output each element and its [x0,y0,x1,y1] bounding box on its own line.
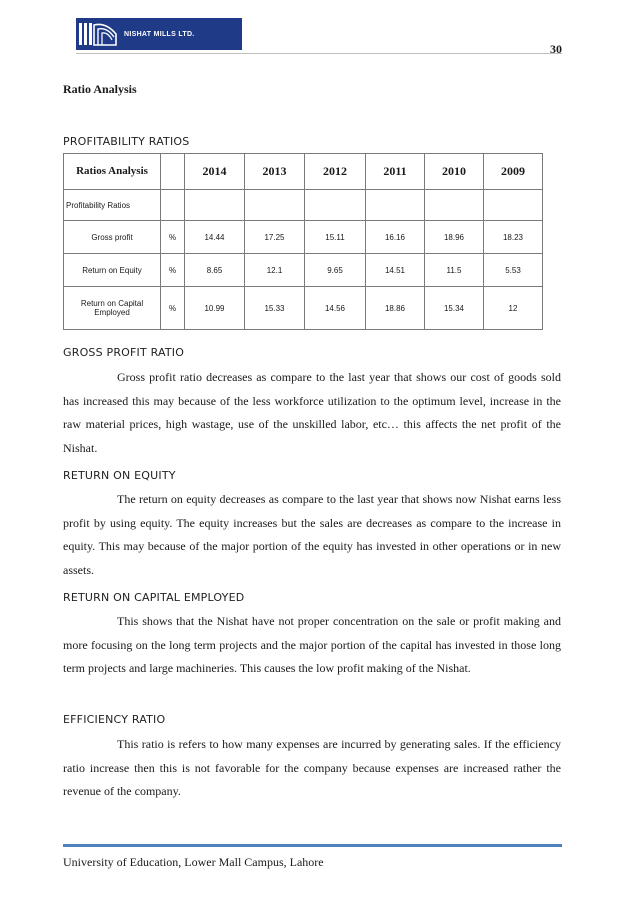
table-row [64,221,543,254]
row-unit: % [161,221,185,254]
section-heading-return-on-equity: RETURN ON EQUITY [63,469,176,482]
row-label: Return on Capital Employed [64,287,161,330]
table-header-year: 2014 [185,154,245,190]
table-cell: 14.51 [366,254,425,287]
table-header-year: 2011 [366,154,425,190]
section-heading-return-on-capital: RETURN ON CAPITAL EMPLOYED [63,591,245,604]
table-group-label: Profitability Ratios [64,190,161,221]
table-cell: 12.1 [245,254,305,287]
table-cell: 18.86 [366,287,425,330]
table-row [64,287,543,330]
table-cell: 18.23 [484,221,543,254]
header-divider [76,53,562,54]
table-cell: 12 [484,287,543,330]
profitability-heading: PROFITABILITY RATIOS [63,135,190,148]
table-cell: 14.56 [305,287,366,330]
table-group-row [64,190,543,221]
table-cell: 15.11 [305,221,366,254]
table-cell: 14.44 [185,221,245,254]
table-header-label: Ratios Analysis [64,154,161,190]
row-label: Return on Equity [64,254,161,287]
page-title: Ratio Analysis [63,82,137,96]
section-text-efficiency: This ratio is refers to how many expenses are incurred by generating sales. If the efficiency ratio increase then this is not favorable for the company because expenses are increased rather the revenue of the company. [63,737,561,798]
table-header-year: 2009 [484,154,543,190]
table-cell: 9.65 [305,254,366,287]
row-label: Gross profit [64,221,161,254]
table-row [64,254,543,287]
company-logo [76,18,242,50]
nishat-logo-icon [76,20,120,48]
logo-text: NISHAT MILLS LTD. [124,30,195,38]
page-number: 30 [550,42,562,56]
footer-divider [63,844,562,847]
section-text-return-on-capital: This shows that the Nishat have not proper concentration on the sale or profit making and more focusing on the long term projects and the major portion of the capital has invested in those long term projects and large machineries. This causes the low profit making of the Nishat. [63,614,561,675]
table-cell: 18.96 [425,221,484,254]
row-unit: % [161,254,185,287]
table-cell: 11.5 [425,254,484,287]
footer-text: University of Education, Lower Mall Campus, Lahore [63,855,324,869]
table-cell: 15.34 [425,287,484,330]
section-heading-efficiency: EFFICIENCY RATIO [63,713,166,726]
table-header-row [64,154,543,190]
table-header-year: 2012 [305,154,366,190]
table-cell: 17.25 [245,221,305,254]
section-text-return-on-equity: The return on equity decreases as compare to the last year that shows now Nishat earns less profit by using equity. The equity increases but the sales are decreases as compare to the increase in equity. This may because of the major portion of the equity has invested in other operations or in new assets. [63,492,561,577]
ratios-table [63,153,543,330]
table-header-year: 2010 [425,154,484,190]
table-cell: 16.16 [366,221,425,254]
table-header-unit [161,154,185,190]
table-header-year: 2013 [245,154,305,190]
table-cell: 15.33 [245,287,305,330]
table-cell: 5.53 [484,254,543,287]
section-heading-gross-profit: GROSS PROFIT RATIO [63,346,185,359]
table-cell: 10.99 [185,287,245,330]
row-unit: % [161,287,185,330]
table-cell: 8.65 [185,254,245,287]
section-text-gross-profit: Gross profit ratio decreases as compare to the last year that shows our cost of goods sold has increased this may because of the less workforce utilization to the optimum level, increase in the raw material prices, high wastage, use of the unskilled labor, etc… this affects the net profit of the Nishat. [63,370,561,455]
